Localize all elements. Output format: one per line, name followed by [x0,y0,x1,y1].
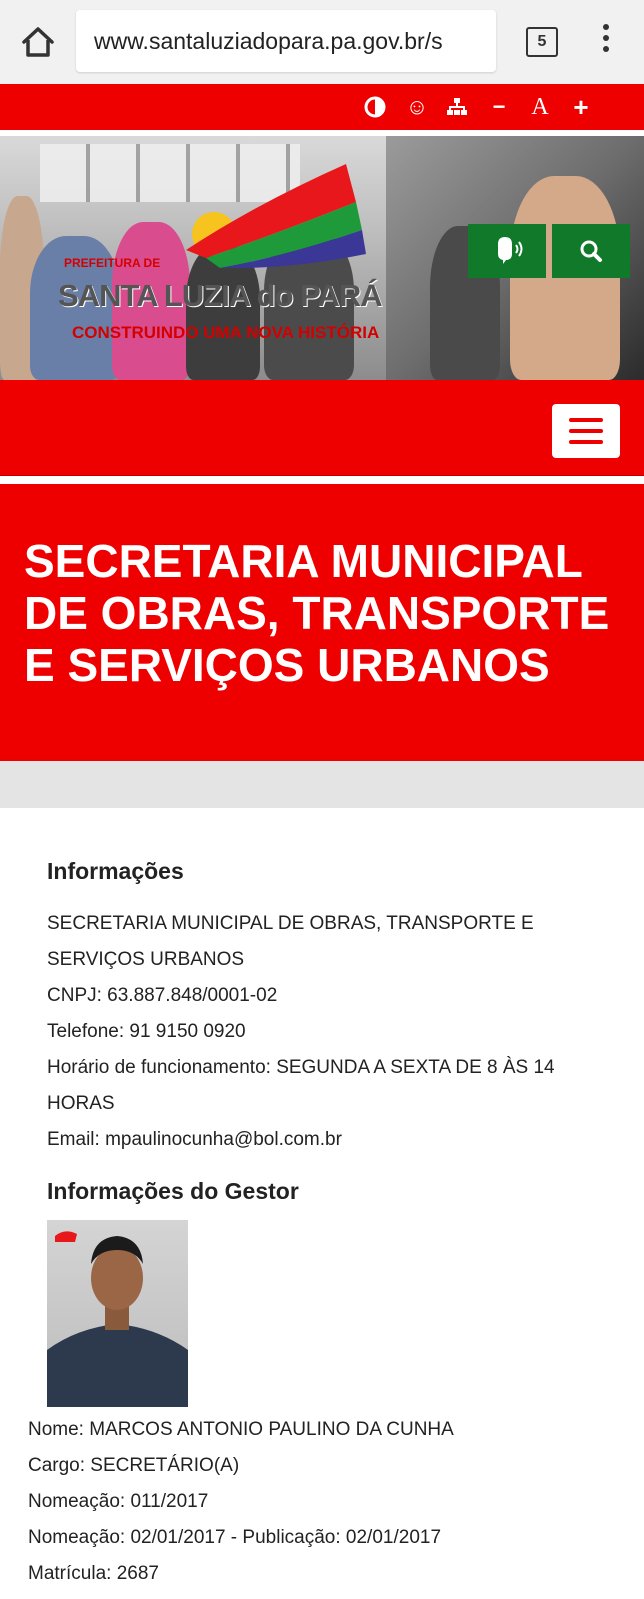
browser-toolbar [0,0,644,84]
gestor-nomeacao-publicacao: Nomeação: 02/01/2017 - Publicação: 02/01/2017 [28,1527,442,1548]
page-title: SECRETARIA MUNICIPAL DE OBRAS, TRANSPORTE E SERVIÇOS URBANOS [24,535,610,691]
gestor-heading: Informações do Gestor [47,1178,299,1204]
url-text: www.santaluziadopara.pa.gov.br/s [94,28,443,54]
main-navbar [0,380,644,476]
font-icon[interactable]: A [531,94,549,120]
gestor-nome: Nome: MARCOS ANTONIO PAULINO DA CUNHA [28,1419,454,1440]
increase-font-icon[interactable]: + [573,92,589,122]
home-icon[interactable] [18,22,58,62]
logo-title: SANTA LUZIA do PARÁ [58,278,382,313]
info-hours: Horário de funcionamento: SEGUNDA A SEXTA DE 8 ÀS 14 HORAS [47,1057,555,1114]
tab-switcher-icon[interactable]: 5 [526,27,558,57]
accessibility-bar [0,84,644,130]
gestor-cargo: Cargo: SECRETÁRIO(A) [28,1455,240,1476]
sitemap-icon[interactable] [442,92,472,122]
info-cnpj: CNPJ: 63.887.848/0001-02 [47,985,278,1006]
decrease-font-icon[interactable]: − [492,94,506,119]
info-email: Email: mpaulinocunha@bol.com.br [47,1129,342,1150]
contrast-icon[interactable] [361,92,389,122]
gestor-photo [47,1220,188,1407]
logo-subtitle: CONSTRUINDO UMA NOVA HISTÓRIA [72,323,380,342]
smile-icon[interactable]: ☺ [405,94,429,119]
search-button[interactable] [552,224,630,278]
separator-band [0,761,644,808]
audio-icon [468,224,546,278]
logo-prefix: PREFEITURA DE [64,256,161,270]
header-banner [0,136,644,380]
info-heading: Informações [47,858,184,884]
gestor-matricula: Matrícula: 2687 [28,1563,159,1584]
info-name: SECRETARIA MUNICIPAL DE OBRAS, TRANSPORTE E SERVIÇOS URBANOS [47,913,534,970]
hamburger-icon[interactable] [552,404,620,458]
overflow-menu-icon[interactable] [600,24,612,58]
audio-button[interactable] [468,224,546,278]
logo-flag-icon [176,164,372,268]
search-icon [552,224,630,278]
info-phone: Telefone: 91 9150 0920 [47,1021,246,1042]
url-bar[interactable] [76,10,496,72]
gestor-nomeacao: Nomeação: 011/2017 [28,1491,209,1512]
